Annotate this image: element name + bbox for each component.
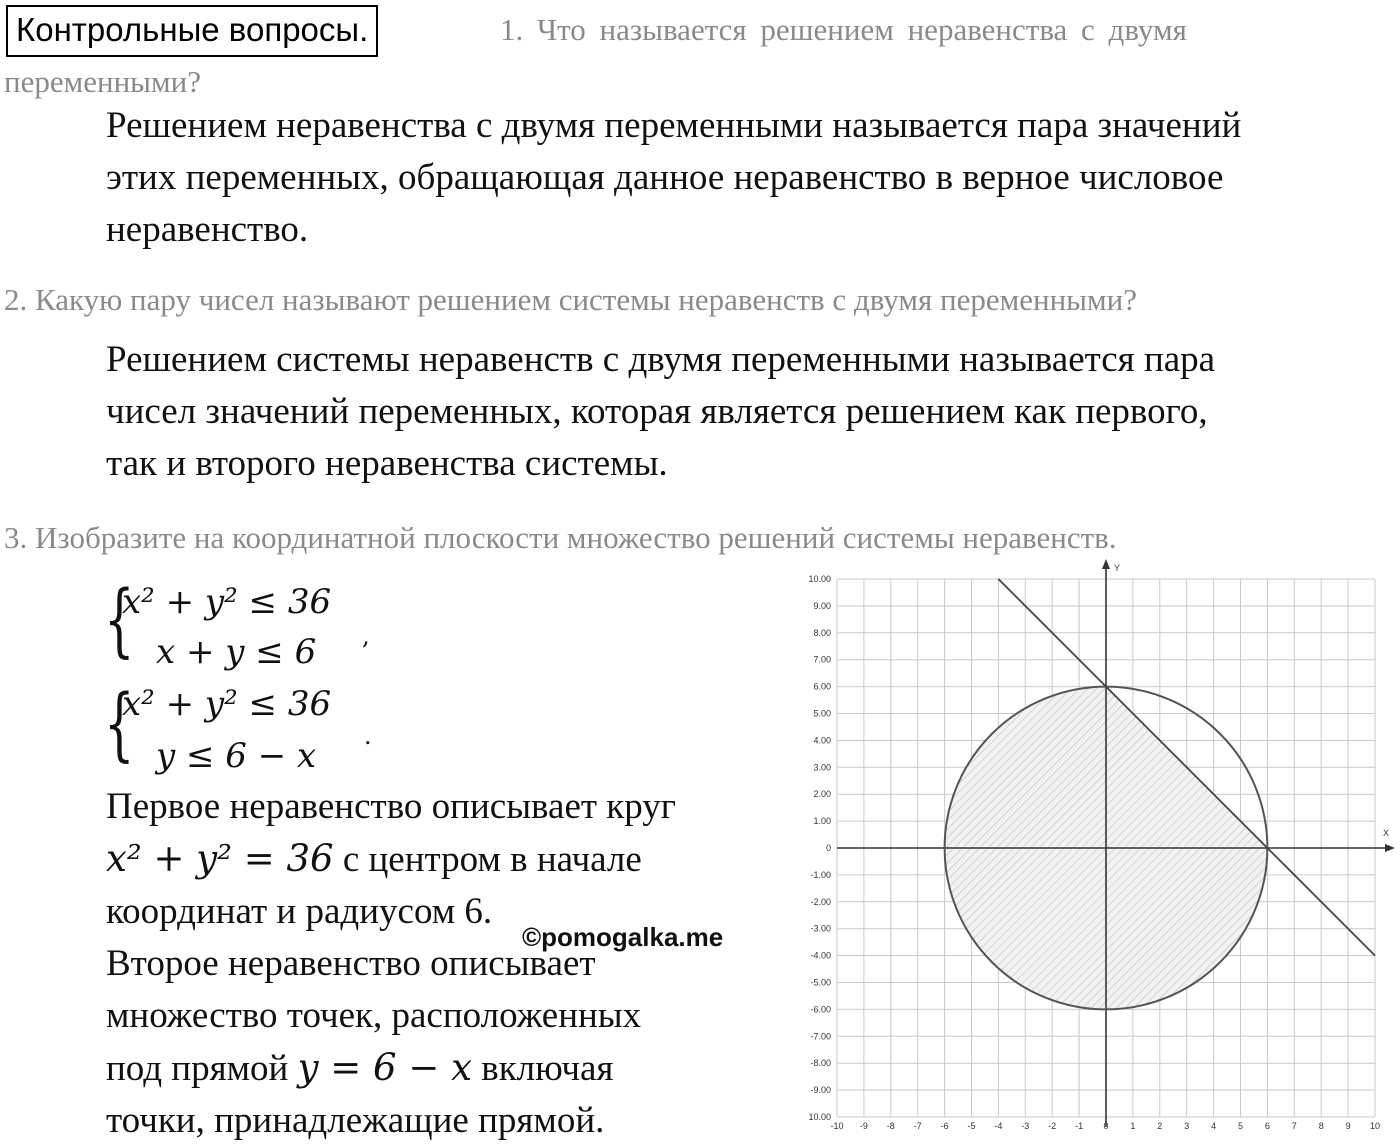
answer-1-line: неравенство. xyxy=(106,209,309,250)
y-tick-label: -8.00 xyxy=(810,1058,831,1069)
x-tick-label: -7 xyxy=(913,1121,922,1131)
answer-3-text: с центром в начале xyxy=(342,839,642,880)
question-3: 3. Изобразите на координатной плоскости множество решений системы неравенств. xyxy=(4,520,1117,555)
y-tick-label: 0 xyxy=(825,843,831,853)
y-tick-label: 3.00 xyxy=(813,762,831,773)
watermark: ©pomogalka.me xyxy=(522,922,724,952)
x-tick-label: -1 xyxy=(1075,1121,1084,1131)
answer-2-line: так и второго неравенства системы. xyxy=(106,443,668,484)
system-2-ineq-1: x² + y² ≤ 36 xyxy=(122,684,332,724)
y-tick-label: -2.00 xyxy=(810,896,831,907)
y-tick-label: 6.00 xyxy=(813,681,831,692)
answer-3-line xyxy=(106,833,766,886)
coordinate-plane xyxy=(780,555,1400,1138)
x-tick-label: 5 xyxy=(1237,1121,1244,1131)
x-tick-label: -4 xyxy=(994,1121,1003,1131)
y-tick-label: 10.00 xyxy=(808,574,831,584)
x-tick-label: -9 xyxy=(859,1121,868,1131)
x-tick-label: 8 xyxy=(1318,1121,1324,1131)
x-axis-label: X xyxy=(1383,828,1390,838)
system-1-punct: , xyxy=(362,622,370,650)
x-tick-label: 2 xyxy=(1157,1121,1163,1131)
answer-1-line: этих переменных, обращающая данное неравенство в верное числовое xyxy=(106,157,1224,198)
section-heading: Контрольные вопросы. xyxy=(6,5,378,57)
y-tick-label: 4.00 xyxy=(813,735,831,746)
y-tick-label: 2.00 xyxy=(813,789,831,800)
y-tick-label: -4.00 xyxy=(810,950,831,961)
x-tick-label: -5 xyxy=(967,1121,976,1131)
answer-3-line: множество точек, расположенных xyxy=(106,995,642,1036)
answer-3-line: Первое неравенство описывает круг xyxy=(106,786,676,827)
x-tick-label: -3 xyxy=(1021,1121,1030,1131)
x-tick-label: 7 xyxy=(1291,1121,1297,1131)
answer-3-text: включая xyxy=(481,1048,614,1089)
answer-3-text: под прямой xyxy=(106,1048,289,1089)
y-tick-label: 10.00 xyxy=(808,1112,831,1122)
x-tick-label: -8 xyxy=(886,1121,895,1131)
answer-2 xyxy=(106,334,1215,490)
answer-1-line: Решением неравенства с двумя переменными называется пара значений xyxy=(106,105,1242,146)
circle-equation: x² + y² = 36 xyxy=(106,837,334,880)
brace-1: { xyxy=(104,573,135,666)
y-tick-label: -5.00 xyxy=(810,977,831,988)
system-1-ineq-2: x + y ≤ 6 xyxy=(156,632,317,672)
y-tick-label: -9.00 xyxy=(810,1085,831,1096)
y-tick-label: 5.00 xyxy=(813,708,831,719)
y-tick-label: -7.00 xyxy=(810,1031,831,1042)
answer-3-line xyxy=(106,1042,766,1095)
answer-3 xyxy=(106,781,766,1147)
y-tick-label: 8.00 xyxy=(813,627,831,638)
x-tick-label: -2 xyxy=(1048,1121,1057,1131)
x-tick-label: 1 xyxy=(1130,1121,1136,1131)
x-tick-label: -6 xyxy=(940,1121,949,1131)
y-tick-label: 9.00 xyxy=(813,600,831,611)
question-2: 2. Какую пару чисел называют решением системы неравенств с двумя переменными? xyxy=(4,282,1137,317)
y-tick-label: 7.00 xyxy=(813,654,831,665)
x-tick-label: 0 xyxy=(1103,1121,1109,1131)
answer-3-line: координат и радиусом 6. xyxy=(106,891,493,932)
x-axis-arrow xyxy=(1385,844,1395,852)
y-tick-label: -1.00 xyxy=(810,869,831,880)
answer-2-line: чисел значений переменных, которая является решением как первого, xyxy=(106,391,1208,432)
line-equation: y = 6 − x xyxy=(297,1046,472,1089)
system-1-ineq-1: x² + y² ≤ 36 xyxy=(122,582,332,622)
y-tick-label: 1.00 xyxy=(813,816,831,827)
question-1-line1: 1. Что называется решением неравенства с двумя xyxy=(500,12,1187,47)
y-axis-label: Y xyxy=(1114,563,1121,573)
y-tick-label: -3.00 xyxy=(810,923,831,934)
y-tick-label: -6.00 xyxy=(810,1004,831,1015)
system-2-ineq-2: y ≤ 6 − x xyxy=(156,736,317,776)
brace-2: { xyxy=(104,677,135,770)
answer-3-line: Второе неравенство описывает xyxy=(106,943,596,984)
answer-1 xyxy=(106,100,1241,256)
answer-3-line: точки, принадлежащие прямой. xyxy=(106,1100,605,1141)
x-tick-label: 3 xyxy=(1184,1121,1190,1131)
x-tick-label: 6 xyxy=(1264,1121,1270,1131)
x-tick-label: 4 xyxy=(1211,1121,1217,1131)
x-tick-label: -10 xyxy=(830,1121,844,1131)
x-tick-label: 9 xyxy=(1345,1121,1351,1131)
x-tick-label: 10 xyxy=(1369,1121,1381,1131)
system-2-punct: . xyxy=(364,722,372,750)
answer-2-line: Решением системы неравенств с двумя переменными называется пара xyxy=(106,339,1216,380)
y-axis-arrow xyxy=(1102,559,1110,569)
question-1-line2: переменными? xyxy=(4,64,201,99)
